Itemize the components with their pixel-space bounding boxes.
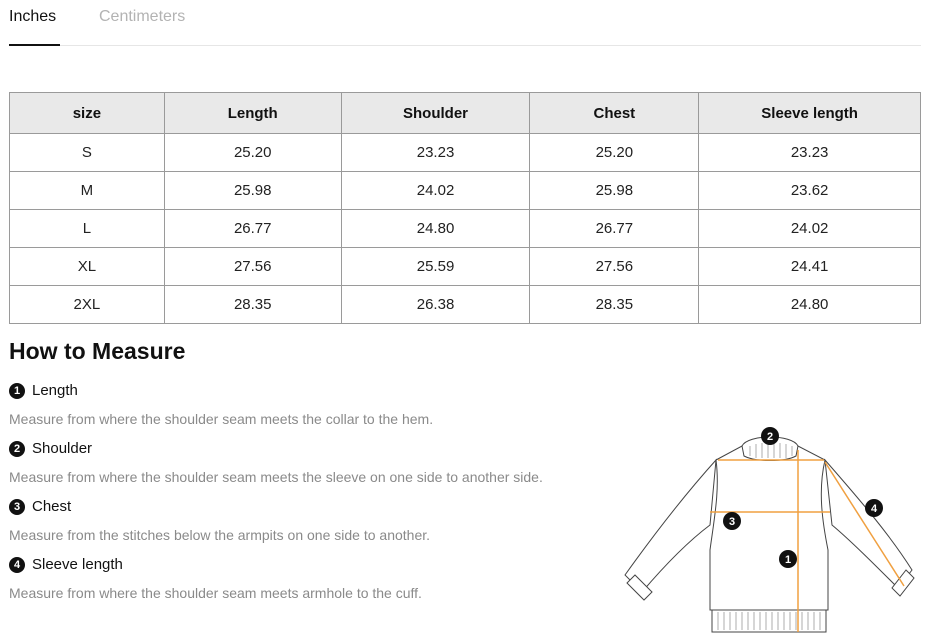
- header-length: Length: [164, 93, 341, 134]
- active-tab-indicator: [9, 44, 60, 46]
- cell-length: 28.35: [164, 286, 341, 324]
- cell-shoulder: 23.23: [341, 134, 530, 172]
- marker-3-label: 3: [728, 516, 736, 528]
- cell-chest: 25.20: [530, 134, 699, 172]
- cell-shoulder: 25.59: [341, 248, 530, 286]
- cell-size: S: [10, 134, 165, 172]
- tab-centimeters[interactable]: Centimeters: [99, 8, 186, 25]
- cell-sleeve-length: 23.23: [699, 134, 921, 172]
- cell-size: 2XL: [10, 286, 165, 324]
- cell-chest: 28.35: [530, 286, 699, 324]
- cell-shoulder: 24.02: [341, 172, 530, 210]
- cell-length: 25.98: [164, 172, 341, 210]
- cell-shoulder: 24.80: [341, 210, 530, 248]
- tab-inches[interactable]: Inches: [9, 8, 57, 25]
- header-shoulder: Shoulder: [341, 93, 530, 134]
- cell-length: 26.77: [164, 210, 341, 248]
- number-4-icon: 4: [9, 557, 25, 573]
- marker-1-label: 1: [784, 554, 792, 566]
- step-label: Length: [32, 382, 78, 399]
- cell-sleeve-length: 24.02: [699, 210, 921, 248]
- step-label: Chest: [32, 498, 72, 515]
- cell-size: L: [10, 210, 165, 248]
- how-to-measure-title: How to Measure: [9, 338, 186, 364]
- header-size: size: [10, 93, 165, 134]
- cell-chest: 25.98: [530, 172, 699, 210]
- cell-size: M: [10, 172, 165, 210]
- cell-sleeve-length: 23.62: [699, 172, 921, 210]
- cell-chest: 27.56: [530, 248, 699, 286]
- step-sleeve-description: Measure from where the shoulder seam meets armhole to the cuff.: [9, 585, 422, 601]
- header-sleeve-length: Sleeve length: [699, 93, 921, 134]
- cell-length: 27.56: [164, 248, 341, 286]
- table-header-row: [10, 93, 921, 134]
- number-3-icon: 3: [9, 499, 25, 515]
- marker-4-label: 4: [870, 503, 878, 515]
- table-row: [10, 286, 921, 324]
- step-sleeve-heading: [9, 556, 123, 573]
- step-length-description: Measure from where the shoulder seam meets the collar to the hem.: [9, 411, 434, 427]
- marker-2-label: 2: [766, 431, 774, 443]
- step-label: Shoulder: [32, 440, 93, 457]
- unit-tabs: [9, 0, 921, 46]
- number-1-icon: 1: [9, 383, 25, 399]
- step-shoulder-description: Measure from where the shoulder seam meets the sleeve on one side to another side.: [9, 469, 543, 485]
- table-row: [10, 248, 921, 286]
- step-chest-description: Measure from the stitches below the armpits on one side to another.: [9, 527, 431, 543]
- table-row: [10, 172, 921, 210]
- header-chest: Chest: [530, 93, 699, 134]
- sweater-measure-diagram: [620, 420, 920, 635]
- step-length-heading: [9, 382, 78, 399]
- step-shoulder-heading: [9, 440, 92, 457]
- cell-chest: 26.77: [530, 210, 699, 248]
- number-2-icon: 2: [9, 441, 25, 457]
- size-chart-table: [9, 92, 921, 324]
- cell-size: XL: [10, 248, 165, 286]
- cell-sleeve-length: 24.41: [699, 248, 921, 286]
- table-row: [10, 134, 921, 172]
- table-row: [10, 210, 921, 248]
- cell-sleeve-length: 24.80: [699, 286, 921, 324]
- cell-length: 25.20: [164, 134, 341, 172]
- cell-shoulder: 26.38: [341, 286, 530, 324]
- step-chest-heading: [9, 498, 71, 515]
- step-label: Sleeve length: [32, 556, 123, 573]
